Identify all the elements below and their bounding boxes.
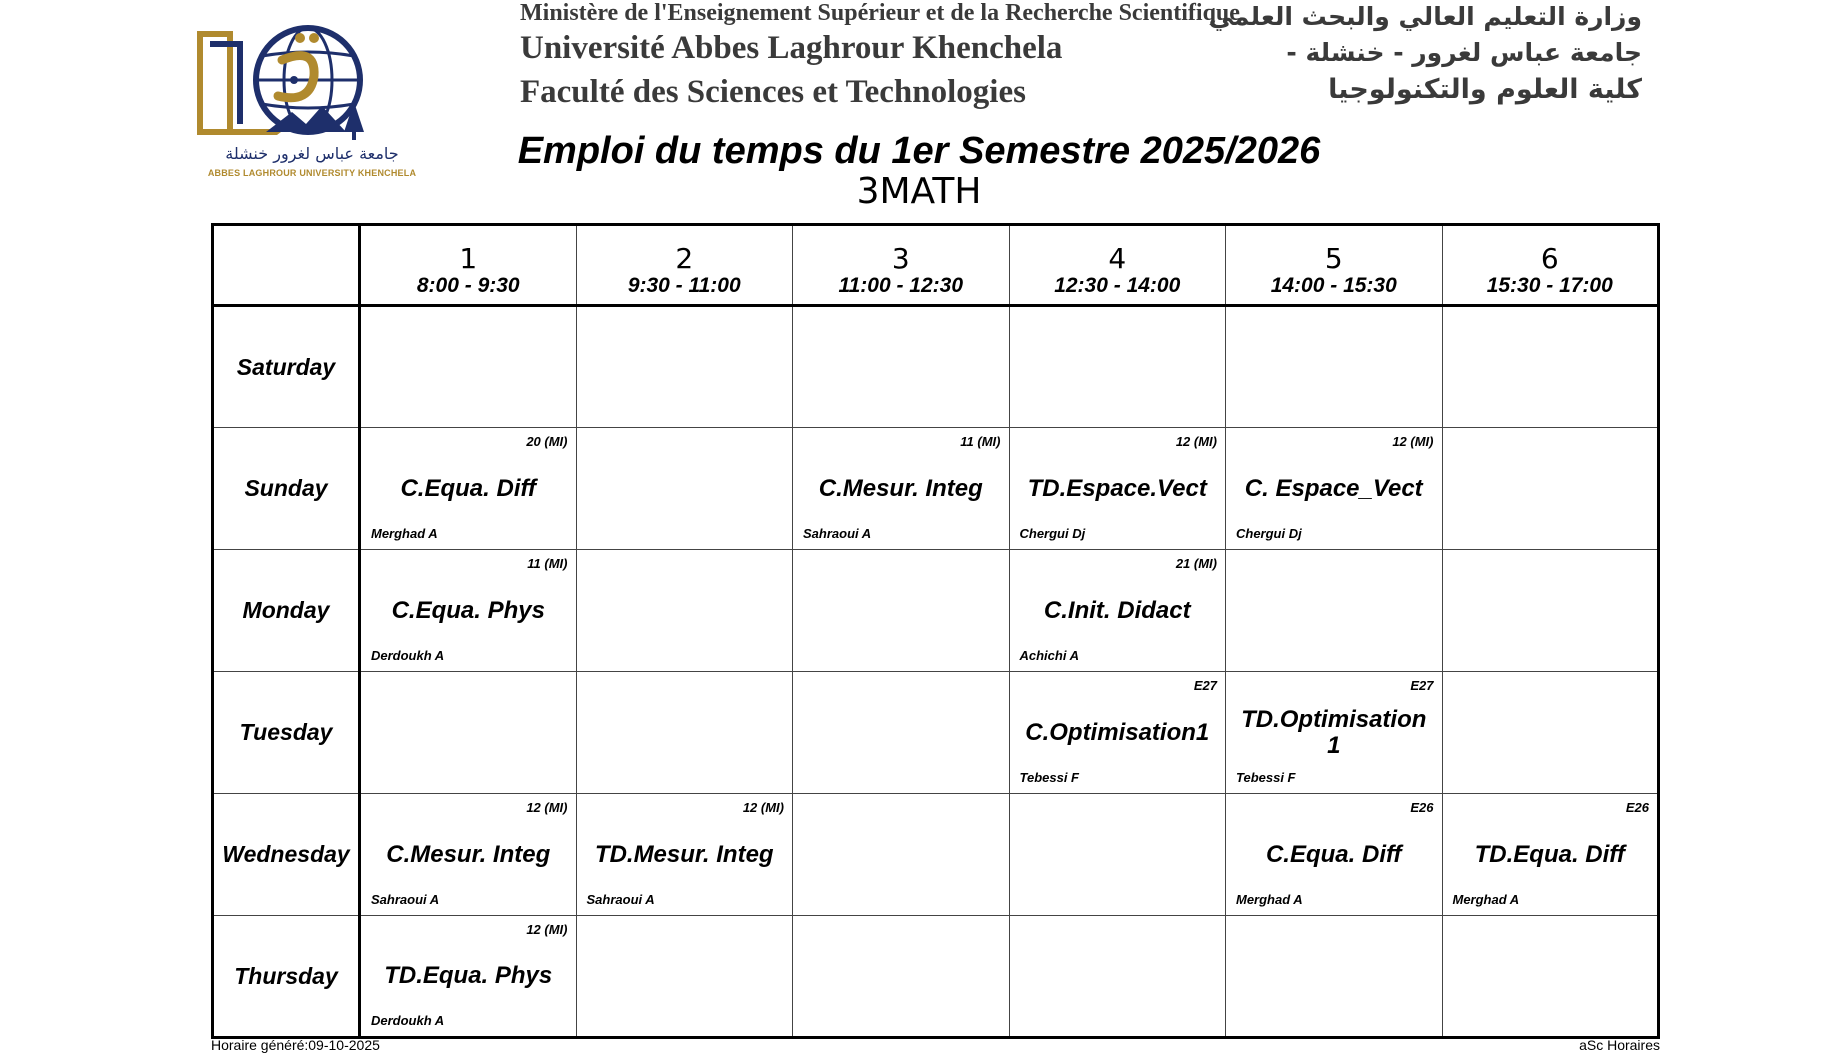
day-row [213, 550, 1659, 672]
period-number: 6 [1540, 242, 1559, 275]
period-number: 2 [675, 242, 694, 275]
period-number: 1 [459, 242, 478, 275]
course-name: TD.Equa. Phys [384, 962, 553, 989]
book-icon [200, 34, 292, 132]
period-header [793, 225, 1010, 306]
room-label: 12 (MI) [742, 800, 784, 815]
lesson-cell [360, 916, 577, 1038]
teacher-name: Chergui Dj [1236, 526, 1302, 541]
room-label: 11 (MI) [960, 434, 1001, 449]
empty-cell [576, 916, 793, 1038]
empty-cell [1442, 672, 1659, 794]
course-name: C.Init. Didact [1043, 596, 1191, 624]
room-label: E26 [1625, 800, 1649, 815]
room-label: E27 [1410, 678, 1434, 693]
lesson-cell [1009, 550, 1226, 672]
university-name-ar: جامعة عباس لغرور - خنشلة - [1286, 38, 1642, 67]
empty-cell [793, 550, 1010, 672]
room-label: E27 [1193, 678, 1217, 693]
day-label: Tuesday [213, 672, 360, 794]
software-credit: aSc Horaires [1579, 1037, 1660, 1053]
room-label: 12 (MI) [526, 800, 568, 815]
period-number: 4 [1108, 242, 1127, 275]
room-label: 12 (MI) [526, 922, 568, 937]
teacher-name: Sahraoui A [371, 892, 440, 907]
teacher-name: Merghad A [371, 526, 438, 541]
teacher-name: Chergui Dj [1019, 526, 1086, 541]
empty-cell [1442, 306, 1659, 428]
empty-cell [1226, 306, 1443, 428]
course-name: C.Mesur. Integ [818, 474, 983, 502]
room-label: 11 (MI) [527, 556, 568, 571]
course-name: TD.Equa. Diff [1474, 840, 1625, 868]
period-header [360, 225, 577, 306]
corner-cell [213, 225, 360, 306]
class-name: 3MATH [856, 171, 982, 212]
empty-cell [793, 916, 1010, 1038]
day-row [213, 916, 1659, 1038]
room-label: 12 (MI) [1175, 434, 1217, 449]
period-time: 8:00 - 9:30 [416, 274, 520, 297]
lesson-cell [360, 428, 577, 550]
teacher-name: Merghad A [1236, 892, 1303, 907]
teacher-name: Sahraoui A [803, 526, 872, 541]
empty-cell [1009, 916, 1226, 1038]
empty-cell [576, 306, 793, 428]
day-label: Sunday [213, 428, 360, 550]
lesson-cell [1442, 794, 1659, 916]
course-name: TD.Mesur. Integ [594, 840, 774, 868]
faculty-name-ar: كلية العلوم والتكنولوجيا [1328, 74, 1642, 105]
empty-cell [1009, 794, 1226, 916]
empty-cell [793, 306, 1010, 428]
lesson-cell [1009, 428, 1226, 550]
day-row [213, 428, 1659, 550]
day-label: Thursday [213, 916, 360, 1038]
period-number: 3 [891, 242, 910, 275]
day-label: Monday [213, 550, 360, 672]
course-name: C.Optimisation1 [1025, 718, 1210, 746]
empty-cell [360, 306, 577, 428]
lesson-cell [1009, 672, 1226, 794]
period-header [576, 225, 793, 306]
teacher-name: Tebessi F [1019, 770, 1079, 785]
period-header-row [213, 225, 1659, 306]
teacher-name: Achichi A [1019, 648, 1079, 663]
teacher-name: Tebessi F [1236, 770, 1296, 785]
logo-english-name: ABBES LAGHROUR UNIVERSITY KHENCHELA [207, 168, 417, 178]
empty-cell [1442, 428, 1659, 550]
course-name: C.Equa. Diff [1265, 840, 1402, 868]
page-title: Emploi du temps du 1er Semestre 2025/2026 [517, 130, 1321, 172]
globe-icon [256, 28, 360, 132]
period-header [1009, 225, 1226, 306]
day-label: Saturday [213, 306, 360, 428]
period-header [1442, 225, 1659, 306]
room-label: 20 (MI) [526, 434, 568, 449]
empty-cell [793, 794, 1010, 916]
lesson-cell [576, 794, 793, 916]
period-time: 15:30 - 17:00 [1486, 274, 1613, 297]
empty-cell [360, 672, 577, 794]
empty-cell [1442, 550, 1659, 672]
day-row [213, 306, 1659, 428]
ministry-name-ar: وزارة التعليم العالي والبحث العلمي [1208, 2, 1642, 31]
lesson-cell [360, 794, 577, 916]
empty-cell [576, 672, 793, 794]
empty-cell [1009, 306, 1226, 428]
course-name: C. Espace_Vect [1244, 474, 1423, 502]
logo-arabic-name: جامعة عباس لغرور خنشلة [225, 144, 399, 163]
room-label: E26 [1410, 800, 1434, 815]
empty-cell [576, 550, 793, 672]
timetable [211, 223, 1660, 1039]
ministry-name-fr: Ministère de l'Enseignement Supérieur et de la Recherche Scientifique [520, 0, 1240, 26]
faculty-name-fr: Faculté des Sciences et Technologies [520, 74, 1026, 110]
period-time: 9:30 - 11:00 [627, 274, 741, 297]
lesson-cell [1226, 428, 1443, 550]
lesson-cell [360, 550, 577, 672]
empty-cell [576, 428, 793, 550]
room-label: 12 (MI) [1392, 434, 1434, 449]
course-name: TD.Optimisation 1 [1241, 705, 1427, 759]
teacher-name: Merghad A [1452, 892, 1520, 907]
generated-date: Horaire généré:09-10-2025 [211, 1037, 380, 1053]
day-label: Wednesday [213, 794, 360, 916]
university-name-fr: Université Abbes Laghrour Khenchela [520, 30, 1063, 66]
room-label: 21 (MI) [1175, 556, 1217, 571]
day-row [213, 672, 1659, 794]
period-time: 11:00 - 12:30 [838, 274, 964, 297]
teacher-name: Sahraoui A [586, 892, 655, 907]
period-header [1226, 225, 1443, 306]
course-name: C.Mesur. Integ [386, 840, 551, 868]
course-name: C.Equa. Diff [400, 474, 537, 502]
lesson-cell [793, 428, 1010, 550]
period-time: 12:30 - 14:00 [1054, 274, 1181, 297]
teacher-name: Derdoukh A [371, 1013, 445, 1028]
empty-cell [1226, 550, 1443, 672]
period-number: 5 [1324, 242, 1343, 275]
lesson-cell [1226, 794, 1443, 916]
day-row [213, 794, 1659, 916]
teacher-name: Derdoukh A [371, 648, 445, 663]
empty-cell [1442, 916, 1659, 1038]
empty-cell [793, 672, 1010, 794]
period-time: 14:00 - 15:30 [1270, 274, 1397, 297]
course-name: C.Equa. Phys [391, 596, 545, 624]
empty-cell [1226, 916, 1443, 1038]
lesson-cell [1226, 672, 1443, 794]
course-name: TD.Espace.Vect [1027, 474, 1207, 502]
